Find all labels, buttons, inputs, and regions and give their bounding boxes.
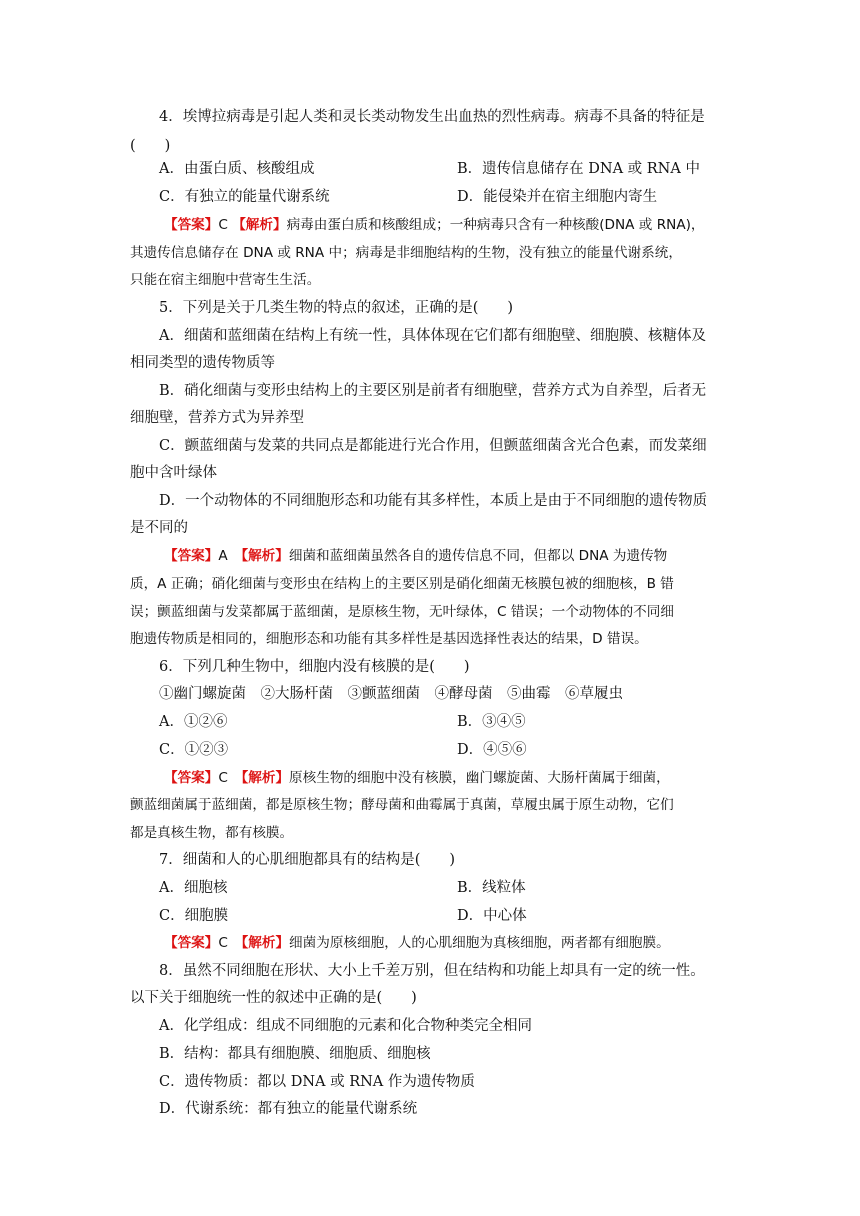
q4-option-c: C．有独立的能量代谢系统 [159, 189, 330, 205]
q6-explanation-line1 [130, 766, 670, 786]
answer-tag: 【答案】 [164, 548, 219, 564]
q5-option-a-line1: A．细菌和蓝细菌在结构上有统一性，具体体现在它们都有细胞壁、细胞膜、核糖体及 [159, 328, 706, 344]
q4-option-d: D．能侵染并在宿主细胞内寄生 [457, 189, 658, 205]
q8-option-c: C．遗传物质：都以 DNA 或 RNA 作为遗传物质 [159, 1074, 475, 1090]
q6-stem: 6．下列几种生物中，细胞内没有核膜的是( ) [159, 659, 470, 675]
q7-option-a: A．细胞核 [159, 880, 228, 896]
q8-option-d: D．代谢系统：都有独立的能量代谢系统 [159, 1101, 418, 1117]
explanation-text: 细菌和蓝细菌虽然各自的遗传信息不同，但都以 DNA 为遗传物 [288, 548, 668, 564]
q4-explanation-line1 [130, 213, 705, 233]
answer-tag: 【答案】 [164, 935, 219, 951]
explanation-text: 病毒由蛋白质和核酸组成；一种病毒只含有一种核酸(DNA 或 RNA)， [286, 217, 705, 233]
explanation-text: 细菌为原核细胞，人的心肌细胞为真核细胞，两者都有细胞膜。 [289, 935, 670, 951]
answer-value: C [218, 935, 228, 951]
q6-explanation-line3: 都是真核生物，都有核膜。 [130, 825, 294, 841]
analysis-tag: 【解析】 [241, 935, 290, 951]
q4-option-a: A．由蛋白质、核酸组成 [159, 161, 315, 177]
q7-option-c: C．细胞膜 [159, 908, 229, 924]
answer-tag: 【答案】 [164, 217, 219, 233]
q6-option-d: D．④⑤⑥ [457, 742, 527, 758]
q8-option-a: A．化学组成：组成不同细胞的元素和化合物种类完全相同 [159, 1018, 532, 1034]
q7-option-b: B．线粒体 [457, 880, 526, 896]
q5-explanation-line1 [130, 544, 667, 564]
q5-option-c-line2: 胞中含叶绿体 [130, 465, 217, 481]
q5-stem: 5．下列是关于几类生物的特点的叙述，正确的是( ) [159, 300, 514, 316]
q7-stem: 7．细菌和人的心肌细胞都具有的结构是( ) [159, 852, 456, 868]
answer-value: C [218, 770, 228, 786]
q5-option-b-line2: 细胞壁，营养方式为异养型 [130, 410, 304, 426]
q5-explanation-line3: 误；颤蓝细菌与发菜都属于蓝细菌，是原核生物，无叶绿体，C 错误；一个动物体的不同细 [130, 604, 674, 620]
q6-option-c: C．①②③ [159, 742, 229, 758]
q5-option-d-line1: D．一个动物体的不同细胞形态和功能有其多样性，本质上是由于不同细胞的遗传物质 [159, 493, 708, 509]
q8-option-b: B．结构：都具有细胞膜、细胞质、细胞核 [159, 1046, 431, 1062]
q7-explanation-line1 [130, 931, 670, 951]
q5-explanation-line2: 质，A 正确；硝化细菌与变形虫在结构上的主要区别是硝化细菌无核膜包被的细胞核，B 错 [130, 576, 674, 592]
q6-explanation-line2: 颤蓝细菌属于蓝细菌，都是原核生物；酵母菌和曲霉属于真菌，草履虫属于原生动物，它们 [130, 797, 674, 813]
explanation-text: 原核生物的细胞中没有核膜，幽门螺旋菌、大肠杆菌属于细菌， [289, 770, 670, 786]
q6-option-a: A．①②⑥ [159, 714, 228, 730]
answer-value: A [218, 548, 228, 564]
q7-option-d: D．中心体 [457, 908, 527, 924]
answer-value: C [218, 217, 228, 233]
q4-stem-line1: 4．埃博拉病毒是引起人类和灵长类动物发生出血热的烈性病毒。病毒不具备的特征是 [159, 109, 705, 125]
analysis-tag: 【解析】 [232, 217, 287, 233]
q8-stem-line1: 8．虽然不同细胞在形状、大小上千差万别，但在结构和功能上却具有一定的统一性。 [159, 963, 705, 979]
q4-explanation-line3: 只能在宿主细胞中营寄生生活。 [130, 272, 321, 288]
q4-option-b: B．遗传信息储存在 DNA 或 RNA 中 [457, 161, 700, 177]
q8-stem-line2: 以下关于细胞统一性的叙述中正确的是( ) [130, 990, 417, 1006]
answer-tag: 【答案】 [164, 770, 219, 786]
q5-option-b-line1: B．硝化细菌与变形虫结构上的主要区别是前者有细胞壁，营养方式为自养型，后者无 [159, 383, 707, 399]
q4-stem-line2: ( ) [130, 138, 171, 154]
q4-explanation-line2: 其遗传信息储存在 DNA 或 RNA 中；病毒是非细胞结构的生物，没有独立的能量代谢系统， [130, 245, 682, 261]
q6-organism-list: ①幽门螺旋菌 ②大肠杆菌 ③颤蓝细菌 ④酵母菌 ⑤曲霉 ⑥草履虫 [159, 686, 623, 702]
analysis-tag: 【解析】 [241, 770, 290, 786]
q5-explanation-line4: 胞遗传物质是相同的，细胞形态和功能有其多样性是基因选择性表达的结果，D 错误。 [130, 631, 648, 647]
q6-option-b: B．③④⑤ [457, 714, 526, 730]
q5-option-d-line2: 是不同的 [130, 520, 188, 536]
q5-option-a-line2: 相同类型的遗传物质等 [130, 355, 275, 371]
analysis-tag: 【解析】 [241, 548, 289, 564]
q5-option-c-line1: C．颤蓝细菌与发菜的共同点是都能进行光合作用，但颤蓝细菌含光合色素，而发菜细 [159, 438, 707, 454]
